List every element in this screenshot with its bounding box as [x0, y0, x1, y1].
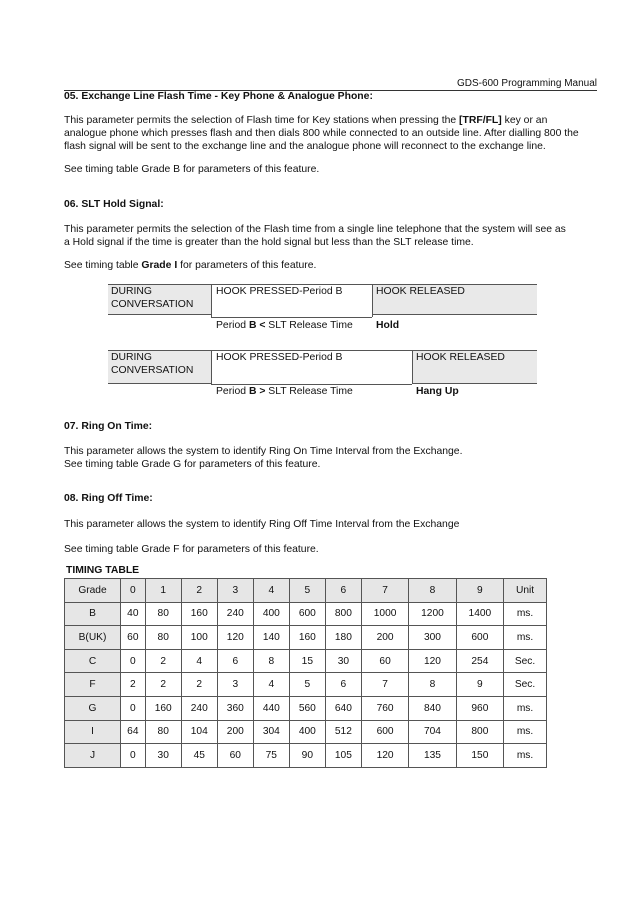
table-cell: 240 [181, 696, 217, 720]
table-cell: 200 [361, 626, 408, 650]
diagram2-low-line-left [108, 383, 211, 384]
table-row [65, 720, 547, 744]
diagram1-low-line-right [372, 314, 537, 315]
table-cell: 100 [181, 626, 217, 650]
table-cell: 9 [456, 673, 503, 697]
table-cell: 600 [456, 626, 503, 650]
table-cell: 160 [145, 696, 181, 720]
table-cell: 960 [456, 696, 503, 720]
table-header-cell: Grade [65, 579, 121, 603]
table-cell: 2 [181, 673, 217, 697]
table-header-cell: 0 [121, 579, 146, 603]
table-header-cell: 3 [217, 579, 253, 603]
diagram1-result: Hold [376, 320, 400, 331]
section-05-title: 05. Exchange Line Flash Time - Key Phone & Analogue Phone: [64, 91, 373, 102]
table-cell: 560 [289, 696, 325, 720]
table-cell: 304 [253, 720, 289, 744]
table-header-cell: 1 [145, 579, 181, 603]
table-row [65, 696, 547, 720]
table-cell: 1200 [409, 602, 456, 626]
grade-cell: G [65, 696, 121, 720]
section-06-title: 06. SLT Hold Signal: [64, 199, 164, 210]
grade-cell: F [65, 673, 121, 697]
table-cell: 120 [217, 626, 253, 650]
table-cell: 160 [289, 626, 325, 650]
table-cell: 8 [409, 673, 456, 697]
table-cell: 760 [361, 696, 408, 720]
table-header-cell: 5 [289, 579, 325, 603]
grade-cell: J [65, 744, 121, 768]
table-cell: 3 [217, 673, 253, 697]
table-cell: 1000 [361, 602, 408, 626]
diagram1-top-line [108, 284, 537, 285]
table-cell: Sec. [504, 649, 547, 673]
section-08-title: 08. Ring Off Time: [64, 493, 153, 504]
diagram2-edge-left [211, 350, 212, 384]
table-cell: 400 [289, 720, 325, 744]
table-cell: 105 [325, 744, 361, 768]
table-cell: 200 [217, 720, 253, 744]
section-07-body: This parameter allows the system to identify Ring On Time Interval from the Exchange. See timing table Grade G for parameters of this feature. [64, 446, 463, 470]
table-cell: ms. [504, 602, 547, 626]
table-row [65, 649, 547, 673]
table-row [65, 602, 547, 626]
table-cell: 140 [253, 626, 289, 650]
table-header-cell: 7 [361, 579, 408, 603]
table-cell: 180 [325, 626, 361, 650]
section-08-see: See timing table Grade F for parameters of this feature. [64, 544, 319, 555]
running-header: GDS-600 Programming Manual [456, 78, 597, 89]
section-07-title: 07. Ring On Time: [64, 421, 153, 432]
table-cell: 4 [253, 673, 289, 697]
table-cell: 800 [456, 720, 503, 744]
table-cell: 2 [145, 673, 181, 697]
diagram1-released-label: HOOK RELEASED [376, 286, 465, 297]
table-cell: 80 [145, 720, 181, 744]
table-cell: 5 [289, 673, 325, 697]
table-cell: 2 [145, 649, 181, 673]
diagram2-pressed-label: HOOK PRESSED-Period B [216, 352, 343, 363]
diagram2-edge-right [412, 350, 413, 384]
table-cell: 640 [325, 696, 361, 720]
table-cell: ms. [504, 626, 547, 650]
table-cell: 160 [181, 602, 217, 626]
diagram1-during-label: DURING CONVERSATION [111, 286, 194, 310]
table-header-cell: 9 [456, 579, 503, 603]
diagram1-edge-left [211, 284, 212, 317]
table-cell: 64 [121, 720, 146, 744]
table-cell: ms. [504, 696, 547, 720]
table-cell: ms. [504, 720, 547, 744]
table-row [65, 744, 547, 768]
diagram2-top-line [108, 350, 537, 351]
table-cell: 30 [145, 744, 181, 768]
table-cell: 440 [253, 696, 289, 720]
diagram1-period-label: Period B < SLT Release Time [216, 320, 353, 331]
table-cell: 60 [361, 649, 408, 673]
table-cell: 80 [145, 626, 181, 650]
grade-cell: B [65, 602, 121, 626]
table-cell: 120 [361, 744, 408, 768]
table-cell: 6 [325, 673, 361, 697]
section-06-see: See timing table Grade I for parameters of this feature. [64, 260, 317, 271]
table-cell: 60 [217, 744, 253, 768]
diagram2-period-label: Period B > SLT Release Time [216, 386, 353, 397]
diagram1-low-line-left [108, 314, 211, 315]
diagram1-pressed-line [211, 317, 372, 318]
table-cell: 0 [121, 649, 146, 673]
table-cell: 150 [456, 744, 503, 768]
diagram2-released-label: HOOK RELEASED [416, 352, 505, 363]
table-cell: 254 [456, 649, 503, 673]
grade-cell: I [65, 720, 121, 744]
table-cell: 2 [121, 673, 146, 697]
diagram2-low-line-right [412, 383, 537, 384]
table-header-cell: 2 [181, 579, 217, 603]
table-cell: 135 [409, 744, 456, 768]
table-cell: 704 [409, 720, 456, 744]
table-row [65, 673, 547, 697]
table-cell: 800 [325, 602, 361, 626]
table-cell: 6 [217, 649, 253, 673]
grade-cell: C [65, 649, 121, 673]
table-cell: 400 [253, 602, 289, 626]
table-cell: Sec. [504, 673, 547, 697]
diagram1-pressed-label: HOOK PRESSED-Period B [216, 286, 343, 297]
table-cell: 40 [121, 602, 146, 626]
diagram2-during-label: DURING CONVERSATION [111, 352, 194, 376]
timing-table [64, 578, 547, 768]
table-cell: 8 [253, 649, 289, 673]
table-cell: 80 [145, 602, 181, 626]
table-cell: 512 [325, 720, 361, 744]
table-row [65, 626, 547, 650]
table-cell: 104 [181, 720, 217, 744]
table-cell: 4 [181, 649, 217, 673]
section-06-body: This parameter permits the selection of the Flash time from a single line telephone that the system will see as a Hold signal if the time is greater than the hold signal but less than the SLT release time. [64, 224, 566, 248]
table-cell: 600 [361, 720, 408, 744]
table-cell: 0 [121, 744, 146, 768]
table-cell: 15 [289, 649, 325, 673]
table-cell: 360 [217, 696, 253, 720]
table-cell: 1400 [456, 602, 503, 626]
table-header-row [65, 579, 547, 603]
table-cell: 90 [289, 744, 325, 768]
table-cell: 75 [253, 744, 289, 768]
diagram1-edge-right [372, 284, 373, 317]
table-cell: ms. [504, 744, 547, 768]
table-header-cell: 8 [409, 579, 456, 603]
table-cell: 45 [181, 744, 217, 768]
table-cell: 7 [361, 673, 408, 697]
section-05-body: This parameter permits the selection of Flash time for Key stations when pressing the [TRF/FL] key or an analogue phone which presses flash and then dials 800 while connected to an outside line. After dialling 800 the flash signal will be sent to the exchange line and the analogue phone will reconnect to the exchange line. [64, 115, 579, 152]
table-cell: 300 [409, 626, 456, 650]
table-header-cell: 6 [325, 579, 361, 603]
table-cell: 60 [121, 626, 146, 650]
table-cell: 240 [217, 602, 253, 626]
section-05-see: See timing table Grade B for parameters of this feature. [64, 164, 320, 175]
table-cell: 120 [409, 649, 456, 673]
table-cell: 840 [409, 696, 456, 720]
table-cell: 30 [325, 649, 361, 673]
table-cell: 0 [121, 696, 146, 720]
table-cell: 600 [289, 602, 325, 626]
grade-cell: B(UK) [65, 626, 121, 650]
diagram2-pressed-line [211, 384, 412, 385]
table-header-cell: Unit [504, 579, 547, 603]
section-08-body: This parameter allows the system to identify Ring Off Time Interval from the Exchange [64, 519, 460, 530]
diagram2-result: Hang Up [416, 386, 459, 397]
timing-table-caption: TIMING TABLE [66, 565, 140, 576]
table-header-cell: 4 [253, 579, 289, 603]
